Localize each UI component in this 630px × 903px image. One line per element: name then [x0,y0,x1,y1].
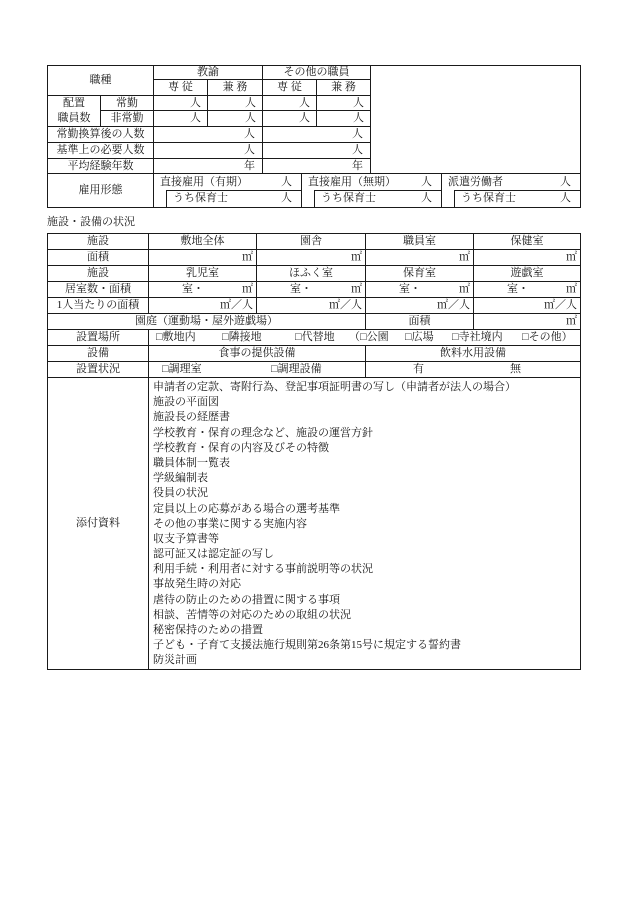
nursery-teacher-subbox [314,190,441,207]
nursery-teacher-label: うち保育士 [321,192,376,204]
location-option-park: （□公園 [349,331,389,343]
employment-type-label: 雇用形態 [48,174,154,208]
teacher-avg-experience-cell: 年 [154,159,263,174]
teacher-full-time-regular-cell: 人 [154,96,208,111]
other-staff-header: その他の職員 [263,66,371,80]
other-concurrent-part-time-cell: 人 [317,111,371,127]
fixed-term-direct-block [154,174,301,207]
sqm-unit: ㎡ [566,283,577,295]
attachment-item: 子ども・子育て支援法施行規則第26条第15号に規定する誓約書 [153,639,461,652]
attachments-label: 添付資料 [48,378,149,670]
attachment-item: 虐待の防止のための措置に関する事項 [153,593,340,606]
attachment-item: 秘密保持のための措置 [153,624,263,636]
water-unavailable-option: 無 [510,363,521,375]
facility-section-title: 施設・設備の状況 [47,216,135,228]
employment-type-name: 直接雇用（有期） [160,176,248,188]
regular-label: 常勤 [101,96,154,111]
blank-area [371,66,581,174]
playroom-header: 遊戯室 [474,266,581,282]
staff-table [47,65,581,208]
attachment-item: 収支予算書等 [153,532,219,545]
attachment-item: 申請者の定款、寄附行為、登記事項証明書の写し（申請者が法人の場合） [153,381,516,393]
nursery-room-header: 保育室 [366,266,474,282]
location-option-on-site: □敷地内 [156,331,196,343]
yard-area-cell: ㎡ [474,314,581,330]
attachment-item: 利用手続・利用者に対する事前説明等の状況 [153,563,373,576]
rooms-area-label: 居室数・面積 [48,282,149,298]
nursery-teacher-label: うち保育士 [173,192,228,204]
staff-room-header: 職員室 [366,234,474,250]
teacher-required-count-cell: 人 [154,143,263,159]
playroom-count-area-cell [474,282,581,298]
teacher-concurrent-part-time-cell: 人 [208,111,263,127]
employment-type-name: 派遣労働者 [448,176,503,188]
area-label: 面積 [48,250,149,266]
meal-equipment-options [149,362,366,378]
attachment-item: 定員以上の応募がある場合の選考基準 [153,502,340,515]
per-person-area-label: 1人当たりの面積 [48,298,149,314]
crawling-room-count-area-cell [257,282,366,298]
nursery-teacher-count-unit: 人 [560,192,571,204]
attachment-item: 学校教育・保育の内容及びその特徴 [153,441,329,454]
employment-type-name: 直接雇用（無期） [308,176,396,188]
teacher-full-time-part-time-cell: 人 [154,111,208,127]
school-building-area-cell: ㎡ [257,250,366,266]
playroom-per-person-cell: ㎡／人 [474,298,581,314]
water-equipment-options [366,362,581,378]
attachment-item: 学級編制表 [153,472,208,485]
room-count-unit: 室・ [399,283,421,295]
facility-label-2: 施設 [48,266,149,282]
water-available-option: 有 [413,363,424,375]
location-option-alternative: □代替地 [295,331,335,343]
sqm-unit: ㎡ [242,283,253,295]
attachment-item: 学校教育・保育の理念など、施設の運営方針 [153,426,373,439]
site-total-area-cell: ㎡ [149,250,257,266]
job-type-header: 職種 [48,66,154,96]
other-full-time-header: 専 従 [263,80,317,96]
location-label: 設置場所 [48,330,149,346]
attachment-item: 事故発生時の対応 [153,578,241,591]
room-count-unit: 室・ [290,283,312,295]
teacher-converted-count-cell: 人 [154,127,263,143]
facility-table [47,233,581,670]
employment-count-unit: 人 [560,176,571,188]
other-full-time-regular-cell: 人 [263,96,317,111]
attachment-item: 施設長の経歴書 [153,411,230,424]
sqm-unit: ㎡ [351,283,362,295]
nursery-teacher-label: うち保育士 [461,192,516,204]
avg-experience-label: 平均経験年数 [48,159,154,174]
equipment-label: 設備 [48,346,149,362]
employment-blocks [154,174,580,207]
other-required-count-cell: 人 [263,143,371,159]
other-avg-experience-cell: 年 [263,159,371,174]
health-room-area-cell: ㎡ [474,250,581,266]
attachment-item: 役員の状況 [153,487,208,500]
location-option-adjacent: □隣接地 [222,331,262,343]
nursery-room-count-area-cell [366,282,474,298]
meal-equipment-header: 食事の提供設備 [149,346,366,362]
other-converted-count-cell: 人 [263,127,371,143]
nursery-teacher-subbox [166,190,301,207]
attachment-item: 相談、苦情等の対応のための取組の状況 [153,608,351,621]
infant-room-per-person-cell: ㎡／人 [149,298,257,314]
cooking-equipment-option: □調理設備 [271,363,322,375]
other-full-time-part-time-cell: 人 [263,111,317,127]
crawling-room-per-person-cell: ㎡／人 [257,298,366,314]
nursery-teacher-subbox [454,190,580,207]
teacher-concurrent-header: 兼 務 [208,80,263,96]
yard-area-label: 面積 [366,314,474,330]
location-option-plaza: □広場 [405,331,434,343]
facility-label: 施設 [48,234,149,250]
health-room-header: 保健室 [474,234,581,250]
location-option-other: □その他） [522,331,573,343]
placement-staff-count-label [48,96,101,127]
infant-room-header: 乳児室 [149,266,257,282]
infant-room-count-area-cell [149,282,257,298]
location-options [149,330,581,346]
room-count-unit: 室・ [182,283,204,295]
attachments-list [149,378,580,669]
water-equipment-header: 飲料水用設備 [366,346,581,362]
attachment-item: 防災計画 [153,654,197,667]
attachments-list-cell [149,378,581,670]
staff-count-label: 職員数 [57,112,91,124]
crawling-room-header: ほふく室 [257,266,366,282]
room-count-unit: 室・ [507,283,529,295]
nursery-room-per-person-cell: ㎡／人 [366,298,474,314]
nursery-teacher-count-unit: 人 [281,192,292,204]
other-concurrent-regular-cell: 人 [317,96,371,111]
nursery-teacher-count-unit: 人 [421,192,432,204]
school-building-header: 園舎 [257,234,366,250]
employment-count-unit: 人 [421,176,432,188]
required-count-label: 基準上の必要人数 [48,143,154,159]
location-option-temple-grounds: □寺社境内 [452,331,503,343]
kitchen-option: □調理室 [162,363,202,375]
teacher-full-time-header: 専 従 [154,80,208,96]
site-total-header: 敷地全体 [149,234,257,250]
attachment-item: その他の事業に関する実施内容 [153,517,307,530]
install-status-label: 設置状況 [48,362,149,378]
part-time-label: 非常勤 [101,111,154,127]
placement-label: 配置 [63,97,85,109]
attachment-item: 施設の平面図 [153,396,219,409]
teacher-concurrent-regular-cell: 人 [208,96,263,111]
permanent-direct-block [301,174,441,207]
converted-count-label: 常勤換算後の人数 [48,127,154,143]
attachment-item: 認可証又は認定証の写し [153,548,274,561]
attachment-item: 職員体制一覧表 [153,456,230,469]
yard-label: 園庭（運動場・屋外遊戯場） [48,314,366,330]
employment-breakdown [154,174,581,208]
employment-count-unit: 人 [281,176,292,188]
other-concurrent-header: 兼 務 [317,80,371,96]
sqm-unit: ㎡ [459,283,470,295]
staff-room-area-cell: ㎡ [366,250,474,266]
teacher-header: 教諭 [154,66,263,80]
dispatched-worker-block [441,174,580,207]
